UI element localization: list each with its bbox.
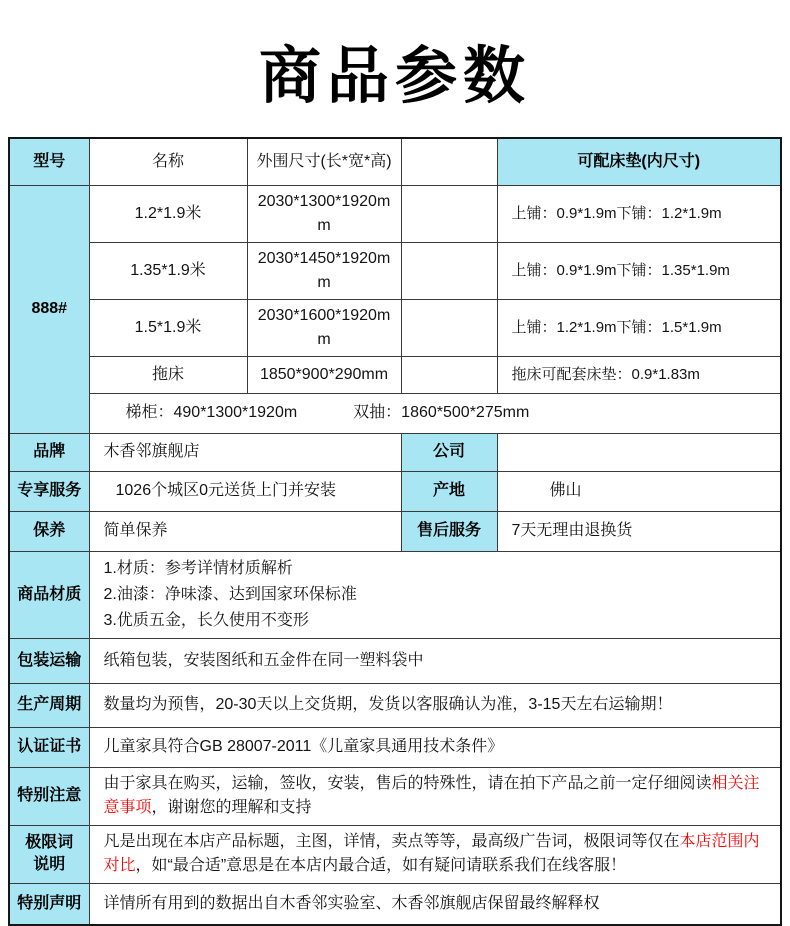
ladder-cabinet-size: 梯柜：490*1300*1920m — [125, 404, 298, 421]
material-line: 2.油漆：净味漆、达到国家环保标准 — [103, 585, 357, 603]
extreme-words-label-text: 极限词说明 — [25, 833, 74, 873]
notice-text-after: ，谢谢您的理解和支持 — [151, 799, 312, 816]
model-value: 888# — [9, 185, 89, 433]
size-row — [9, 242, 781, 299]
origin-value: 佛山 — [497, 471, 781, 511]
outer-size: 2030*1600*1920mm — [247, 299, 401, 356]
notice-value — [89, 767, 781, 825]
production-row — [9, 683, 781, 727]
size-row — [9, 299, 781, 356]
company-value — [497, 433, 781, 471]
statement-label: 特别声明 — [9, 883, 89, 925]
accessory-cell — [89, 393, 781, 433]
material-label: 商品材质 — [9, 551, 89, 638]
mattress-info: 拖床可配套床垫：0.9*1.83m — [497, 356, 781, 393]
statement-row — [9, 883, 781, 925]
outer-size: 2030*1300*1920mm — [247, 185, 401, 242]
service-label: 专享服务 — [9, 471, 89, 511]
extreme-text-before: 凡是出现在本店产品标题，主图，详情，卖点等等，最高级广告词，极限词等仅在 — [103, 833, 680, 850]
outer-size: 2030*1450*1920mm — [247, 242, 401, 299]
company-label: 公司 — [401, 433, 497, 471]
double-drawer-size: 双抽：1860*500*275mm — [353, 404, 530, 421]
packing-label: 包装运输 — [9, 638, 89, 683]
spacer-cell — [401, 356, 497, 393]
aftersales-value: 7天无理由退换货 — [497, 511, 781, 551]
service-value: 1026个城区0元送货上门并安装 — [89, 471, 401, 511]
header-name: 名称 — [89, 138, 247, 185]
header-spacer-cell — [401, 138, 497, 185]
info-row-care — [9, 511, 781, 551]
size-row — [9, 356, 781, 393]
extreme-words-label — [9, 825, 89, 883]
header-mattress: 可配床垫(内尺寸) — [497, 138, 781, 185]
notice-text-before: 由于家具在购买，运输，签收，安装，售后的特殊性，请在拍下产品之前一定仔细阅读 — [103, 775, 712, 792]
info-row-service — [9, 471, 781, 511]
spacer-cell — [401, 242, 497, 299]
certificate-value: 儿童家具符合GB 28007-2011《儿童家具通用技术条件》 — [89, 727, 781, 767]
spacer-cell — [401, 185, 497, 242]
page-title: 商品参数 — [258, 42, 531, 111]
care-value: 简单保养 — [89, 511, 401, 551]
size-name: 1.5*1.9米 — [89, 299, 247, 356]
origin-label: 产地 — [401, 471, 497, 511]
extreme-text-after: ，如“最合适”意思是在本店内最合适，如有疑问请联系我们在线客服！ — [135, 857, 627, 874]
accessory-row — [9, 393, 781, 433]
brand-label: 品牌 — [9, 433, 89, 471]
material-line: 1.材质：参考详情材质解析 — [103, 559, 293, 577]
notice-highlight: 相关注意事项 — [103, 775, 760, 816]
packing-value: 纸箱包装，安装图纸和五金件在同一塑料袋中 — [89, 638, 781, 683]
spacer-cell — [401, 299, 497, 356]
material-row — [9, 551, 781, 638]
statement-value: 详情所有用到的数据出自木香邻实验室、木香邻旗舰店保留最终解释权 — [89, 883, 781, 925]
brand-value: 木香邻旗舰店 — [89, 433, 401, 471]
packing-row — [9, 638, 781, 683]
product-spec-table — [8, 137, 782, 926]
header-outer-size: 外围尺寸(长*宽*高) — [247, 138, 401, 185]
notice-label: 特别注意 — [9, 767, 89, 825]
mattress-info: 上铺：1.2*1.9m下铺：1.5*1.9m — [497, 299, 781, 356]
mattress-info: 上铺：0.9*1.9m下铺：1.2*1.9m — [497, 185, 781, 242]
extreme-words-row — [9, 825, 781, 883]
size-row — [9, 185, 781, 242]
notice-row — [9, 767, 781, 825]
size-name: 拖床 — [89, 356, 247, 393]
certificate-row — [9, 727, 781, 767]
size-name: 1.2*1.9米 — [89, 185, 247, 242]
header-model: 型号 — [9, 138, 89, 185]
outer-size: 1850*900*290mm — [247, 356, 401, 393]
care-label: 保养 — [9, 511, 89, 551]
header-row — [9, 138, 781, 185]
aftersales-label: 售后服务 — [401, 511, 497, 551]
material-line: 3.优质五金，长久使用不变形 — [103, 611, 309, 629]
certificate-label: 认证证书 — [9, 727, 89, 767]
mattress-info: 上铺：0.9*1.9m下铺：1.35*1.9m — [497, 242, 781, 299]
size-name: 1.35*1.9米 — [89, 242, 247, 299]
material-value — [89, 551, 781, 638]
info-row-brand — [9, 433, 781, 471]
production-value: 数量均为预售，20-30天以上交货期，发货以客服确认为准，3-15天左右运输期！ — [89, 683, 781, 727]
extreme-highlight: 本店范围内对比 — [103, 833, 760, 874]
production-label: 生产周期 — [9, 683, 89, 727]
extreme-words-value — [89, 825, 781, 883]
